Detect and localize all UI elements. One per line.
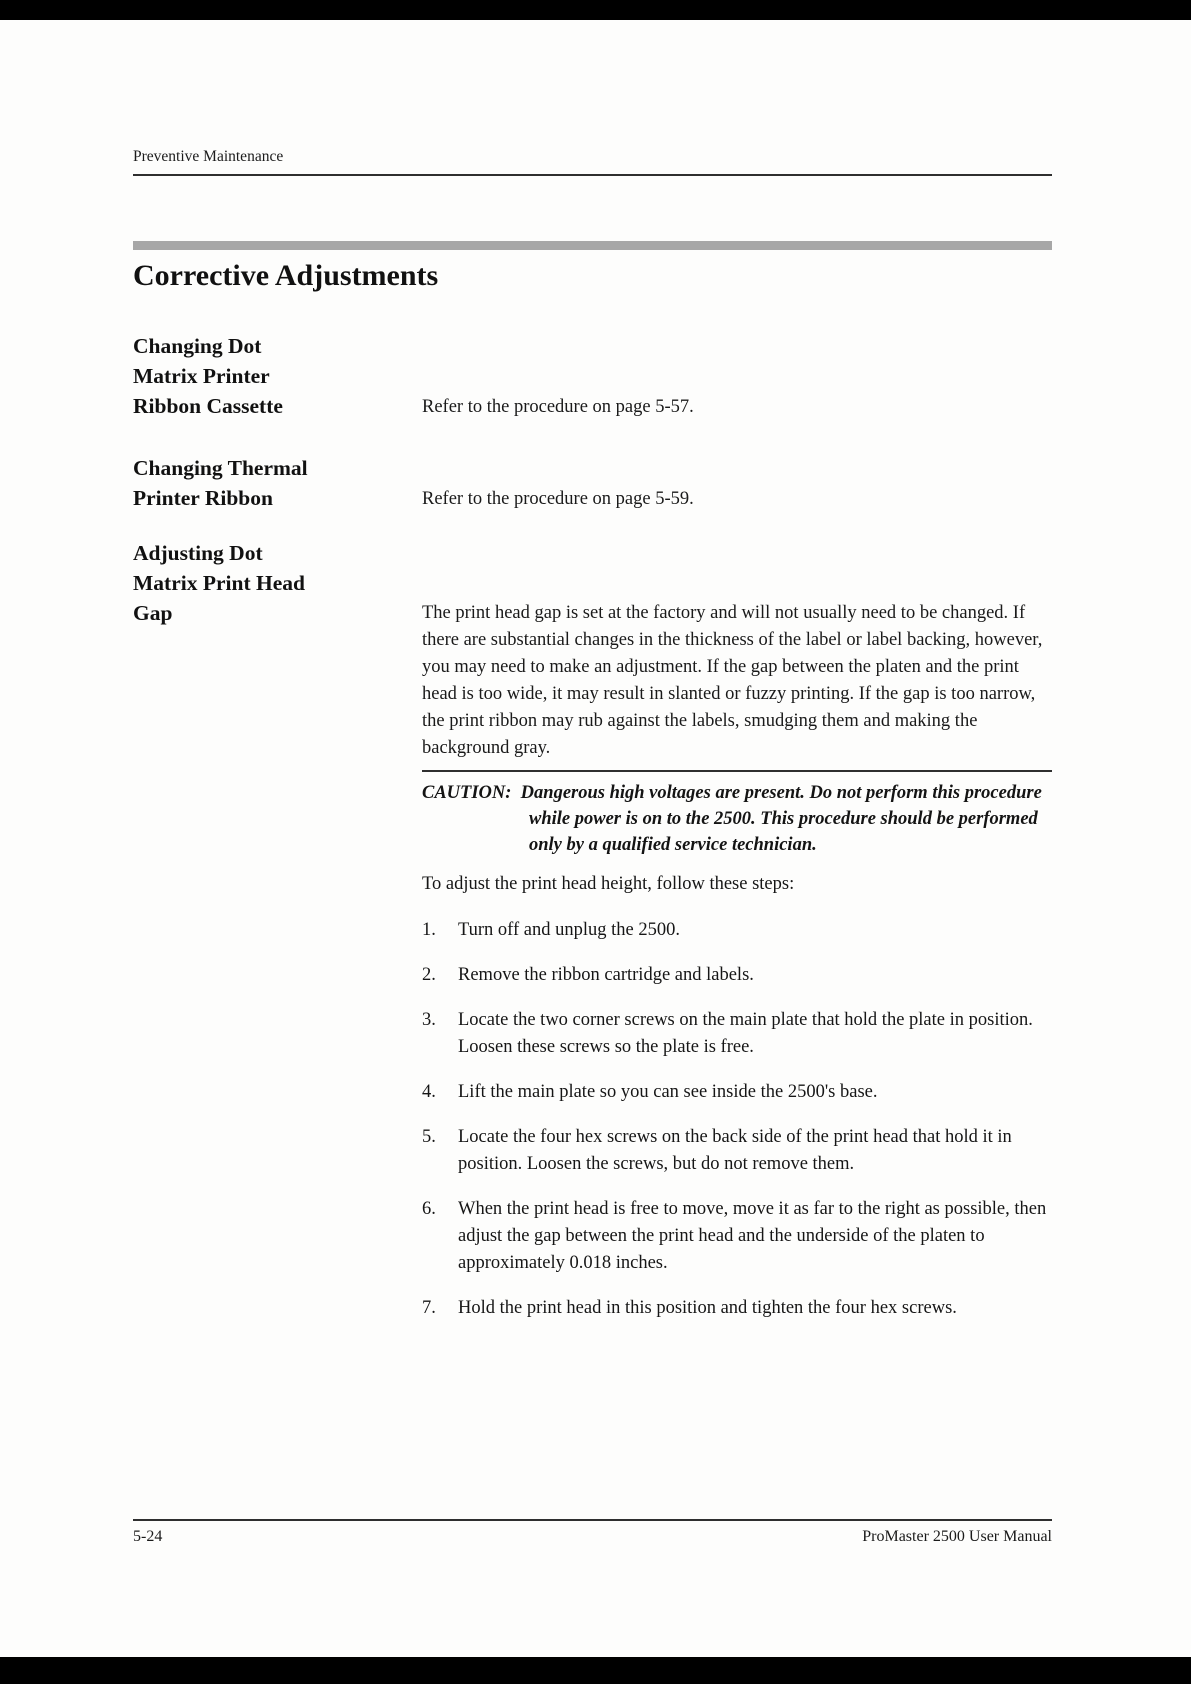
step-number: 5. <box>422 1126 436 1147</box>
section-thermal-ribbon <box>133 453 1052 513</box>
side-heading-line: Ribbon Cassette <box>133 394 283 418</box>
section-body-text: The print head gap is set at the factory and will not usually need to be changed. If there are substantial changes in the thickness of the label or label backing, however, you may need to make an adjustment. If the gap between the platen and the print head is too wide, it may result in slanted or fuzzy printing. If the gap is too narrow, the print ribbon may rub against the labels, smudging them and making the background gray. <box>422 603 1043 758</box>
list-item <box>422 962 1052 989</box>
page-footer <box>133 1519 1052 1546</box>
step-text: When the print head is free to move, move it as far to the right as possible, then adjust the gap between the print head and the underside of the platen to approximately 0.018 inches. <box>458 1198 1047 1273</box>
step-text: Locate the four hex screws on the back side of the print head that hold it in position. Loosen the screws, but do not remove them. <box>458 1126 1012 1174</box>
footer-manual-title: ProMaster 2500 User Manual <box>862 1528 1052 1545</box>
step-text: Lift the main plate so you can see inside the 2500's base. <box>458 1081 878 1102</box>
footer-page-number: 5-24 <box>133 1528 163 1545</box>
section-ribbon-cassette <box>133 331 1052 421</box>
list-item <box>422 917 1052 944</box>
side-heading-line: Printer Ribbon <box>133 486 273 510</box>
step-text: Hold the print head in this position and tighten the four hex screws. <box>458 1297 957 1318</box>
step-number: 7. <box>422 1297 436 1318</box>
caution-text <box>422 780 1052 858</box>
section-print-head-gap <box>133 538 1052 762</box>
side-heading-print-head-gap <box>133 538 422 628</box>
step-number: 1. <box>422 919 436 940</box>
side-heading-line: Gap <box>133 601 173 625</box>
side-heading-line: Changing Thermal <box>133 456 308 480</box>
side-heading-line: Adjusting Dot <box>133 541 263 565</box>
section-body-text: Refer to the procedure on page 5-57. <box>422 397 694 417</box>
caution-label: CAUTION: <box>422 783 512 803</box>
list-item <box>422 1079 1052 1106</box>
running-header-text: Preventive Maintenance <box>133 148 284 165</box>
side-heading-line: Changing Dot <box>133 334 262 358</box>
page-content <box>133 0 1052 1322</box>
caution-body: Dangerous high voltages are present. Do not perform this procedure while power is on to the 2500. This procedure should be performed only by a qualified service technician. <box>520 783 1042 855</box>
caution-block <box>422 770 1052 858</box>
list-item <box>422 1295 1052 1322</box>
steps-intro: To adjust the print head height, follow these steps: <box>422 874 795 894</box>
step-number: 6. <box>422 1198 436 1219</box>
scan-edge-bar-bottom <box>0 1657 1191 1684</box>
side-heading-thermal-ribbon <box>133 453 422 513</box>
step-text: Remove the ribbon cartridge and labels. <box>458 964 754 985</box>
side-heading-line: Matrix Print Head <box>133 571 305 595</box>
side-heading-line: Matrix Printer <box>133 364 270 388</box>
list-item <box>422 1196 1052 1277</box>
list-item <box>422 1124 1052 1178</box>
list-item <box>422 1007 1052 1061</box>
step-text: Locate the two corner screws on the main plate that hold the plate in position. Loosen these screws so the plate is free. <box>458 1009 1033 1057</box>
steps-list <box>422 917 1052 1322</box>
step-text: Turn off and unplug the 2500. <box>458 919 680 940</box>
step-number: 3. <box>422 1009 436 1030</box>
side-heading-ribbon-cassette <box>133 331 422 421</box>
step-number: 2. <box>422 964 436 985</box>
running-header <box>133 148 1052 176</box>
page-title: Corrective Adjustments <box>133 259 439 292</box>
section-body-text: Refer to the procedure on page 5-59. <box>422 489 694 509</box>
step-number: 4. <box>422 1081 436 1102</box>
procedure-column <box>422 770 1052 1322</box>
section-divider-bar <box>133 241 1052 250</box>
